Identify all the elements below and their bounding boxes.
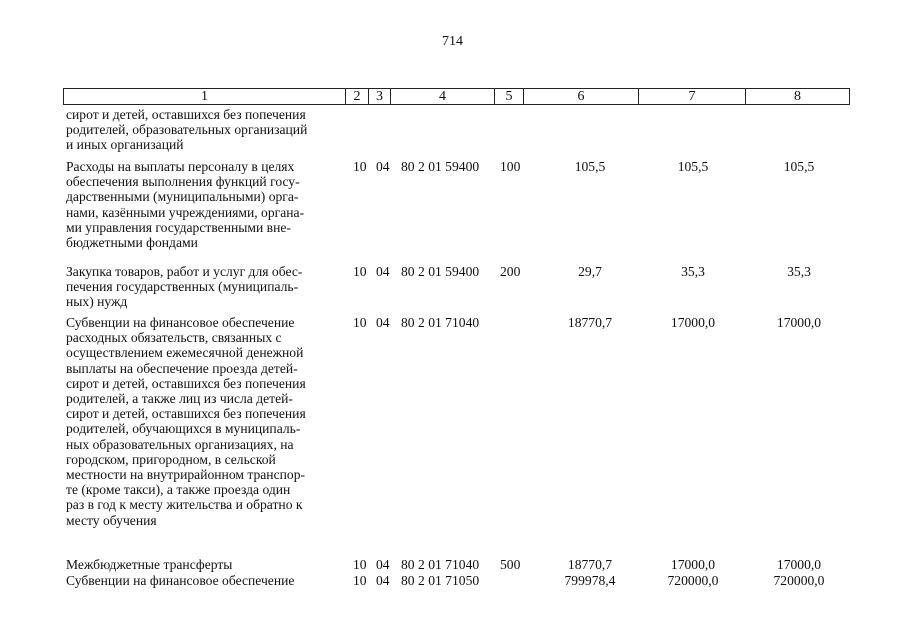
row-description	[66, 264, 342, 310]
desc-line: сирот и детей, оставшихся без попечения	[66, 375, 306, 391]
row-description	[66, 573, 342, 588]
desc-line: дарственными (муниципальными) орга-	[66, 189, 299, 205]
desc-line: обеспечения выполнения функций госу-	[66, 174, 300, 190]
cell-section: 10	[353, 159, 367, 174]
cell-amount-8: 105,5	[783, 159, 815, 174]
desc-line: выплаты на обеспечение проезда детей-	[66, 360, 298, 376]
desc-line: городском, пригородном, в сельской	[66, 451, 276, 467]
desc-line: родителей, обучающихся в муниципаль-	[66, 421, 301, 437]
desc-line: родителей, а также лиц из числа детей-	[66, 391, 293, 407]
cell-amount-6: 29,7	[578, 264, 602, 279]
cell-target-code: 80 2 01 59400	[401, 264, 480, 279]
desc-line: ных) нужд	[66, 294, 128, 310]
desc-line: те (кроме такси), а также проезда один	[66, 482, 291, 498]
cell-amount-7: 17000,0	[670, 557, 716, 572]
cell-amount-6: 18770,7	[567, 315, 613, 330]
cell-amount-8: 17000,0	[776, 315, 822, 330]
cell-amount-7: 35,3	[681, 264, 705, 279]
header-col-8: 8	[745, 89, 849, 104]
header-col-6: 6	[523, 89, 638, 104]
cell-amount-6: 799978,4	[564, 573, 616, 588]
cell-amount-7: 17000,0	[670, 315, 716, 330]
desc-line: Расходы на выплаты персоналу в целях	[66, 159, 295, 174]
desc-line: Межбюджетные трансферты	[66, 557, 233, 572]
cell-subsection: 04	[376, 264, 390, 279]
desc-line: ных образовательных организациях, на	[66, 436, 294, 452]
desc-line: местности на внутрирайонном транспор-	[66, 467, 306, 483]
cell-target-code: 80 2 01 71040	[401, 557, 480, 572]
desc-line: бюджетными фондами	[66, 235, 198, 251]
cell-subsection: 04	[376, 159, 390, 174]
cell-section: 10	[353, 573, 367, 588]
desc-line: осуществлением ежемесячной денежной	[66, 345, 304, 361]
desc-line: сирот и детей, оставшихся без попечения	[66, 406, 306, 422]
cell-amount-7: 105,5	[677, 159, 709, 174]
row-description	[66, 159, 342, 250]
cell-amount-8: 720000,0	[773, 573, 825, 588]
cell-amount-6: 18770,7	[567, 557, 613, 572]
desc-line: печения государственных (муниципаль-	[66, 279, 299, 295]
cell-section: 10	[353, 557, 367, 572]
cell-subsection: 04	[376, 573, 390, 588]
desc-line: сирот и детей, оставшихся без попечения	[66, 107, 306, 122]
desc-line: Субвенции на финансовое обеспечение	[66, 315, 295, 330]
desc-line: родителей, образовательных организаций	[66, 122, 308, 138]
desc-line: расходных обязательств, связанных с	[66, 330, 282, 346]
cell-expense-type: 100	[500, 159, 521, 174]
desc-line: ми управления государственными вне-	[66, 219, 291, 235]
cell-subsection: 04	[376, 315, 390, 330]
cell-expense-type: 200	[500, 264, 521, 279]
table-header	[63, 88, 850, 105]
cell-subsection: 04	[376, 557, 390, 572]
header-col-5: 5	[494, 89, 523, 104]
desc-line: Закупка товаров, работ и услуг для обес-	[66, 264, 303, 279]
cell-amount-7: 720000,0	[667, 573, 719, 588]
cell-amount-8: 17000,0	[776, 557, 822, 572]
desc-line: раз в год к месту жительства и обратно к	[66, 497, 303, 513]
desc-line: месту обучения	[66, 512, 157, 528]
header-col-7: 7	[638, 89, 745, 104]
desc-line: Субвенции на финансовое обеспечение	[66, 573, 295, 588]
row-description	[66, 557, 342, 572]
cell-target-code: 80 2 01 71050	[401, 573, 480, 588]
header-col-4: 4	[390, 89, 494, 104]
cell-amount-8: 35,3	[787, 264, 811, 279]
header-col-2: 2	[345, 89, 368, 104]
header-col-1: 1	[201, 89, 208, 104]
row-description	[66, 107, 342, 153]
cell-expense-type: 500	[500, 557, 521, 572]
desc-line: нами, казёнными учреждениями, органа-	[66, 204, 305, 220]
cell-section: 10	[353, 264, 367, 279]
desc-line: и иных организаций	[66, 137, 184, 153]
cell-target-code: 80 2 01 71040	[401, 315, 480, 330]
row-description	[66, 315, 342, 528]
page-number: 714	[442, 34, 463, 49]
header-col-3: 3	[368, 89, 390, 104]
cell-section: 10	[353, 315, 367, 330]
cell-target-code: 80 2 01 59400	[401, 159, 480, 174]
cell-amount-6: 105,5	[574, 159, 606, 174]
